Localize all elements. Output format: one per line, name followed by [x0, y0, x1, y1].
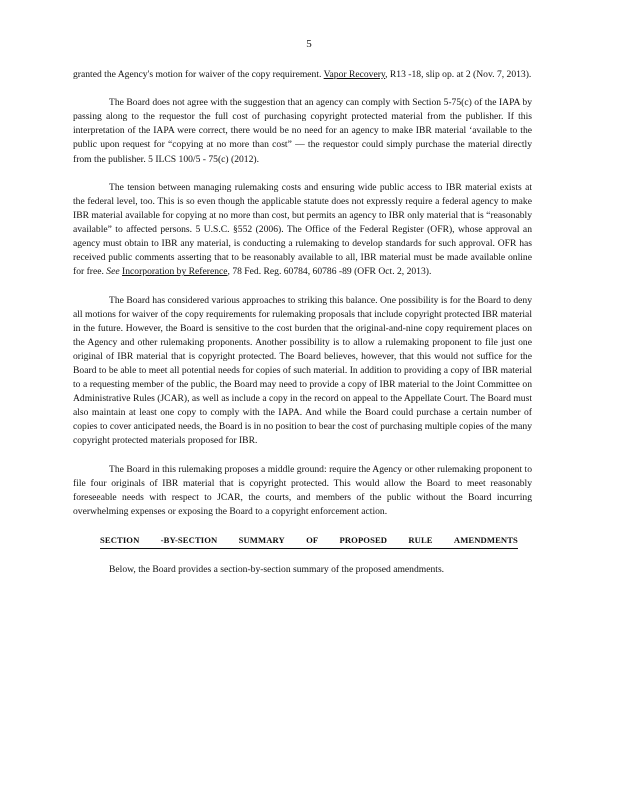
page-number: 5	[306, 38, 312, 50]
heading-word: PROPOSED	[339, 535, 388, 546]
paragraph	[73, 181, 532, 280]
heading-word: SECTION	[100, 535, 140, 546]
heading-word: -BY-SECTION	[160, 535, 218, 546]
paragraph-text: The tension between managing rulemaking costs and ensuring wide public access to IBR material exists at the federal level, too. This is so even though the applicable statute does not expressly require a federal agency to make IBR material available for copying at no more than cost, but permits an agency to IBR only material that is “reasonably available” to affected persons. 5 U.S.C. §552 (2006). The Office of the Federal Register (OFR), whose approval an agency must obtain to IBR any material, is conducting a rulemaking to develop standards for such approval. OFR has received public comments asserting that to be reasonably available to all, IBR material must be made available online for free.	[73, 181, 532, 278]
citation-signal: See	[106, 266, 120, 278]
paragraph-continuation	[73, 68, 532, 82]
paragraph-text: , R13 -18, slip op. at 2 (Nov. 7, 2013).	[385, 69, 532, 80]
paragraph-text: , 78 Fed. Reg. 60784, 60786 -89 (OFR Oct. 2, 2013).	[227, 266, 432, 278]
paragraph-text: granted the Agency's motion for waiver of the copy requirement.	[73, 69, 324, 80]
paragraph: The Board in this rulemaking proposes a middle ground: require the Agency or other rulemaking proponent to file four originals of IBR material that is copyright protected. This would allow the Board to meet reasonably foreseeable needs with respect to JCAR, the courts, and members of the public without the Board incurring overwhelming expenses or exposing the Board to a copyright enforcement action.	[73, 463, 532, 517]
heading-word: SUMMARY	[238, 535, 285, 546]
closing-paragraph: Below, the Board provides a section-by-section summary of the proposed amendments.	[109, 564, 445, 576]
body-text	[73, 68, 532, 591]
heading-word: RULE	[408, 535, 433, 546]
section-heading	[100, 533, 518, 549]
case-citation: Vapor Recovery	[323, 69, 386, 80]
paragraph: The Board does not agree with the suggestion that an agency can comply with Section 5-75(c) of the IAPA by passing along to the requestor the full cost of purchasing copyright protected material from the publisher. If this interpretation of the IAPA were correct, there would be no need for an agency to make IBR material ‘available to the public upon request for “copying at no more than cost” — the requestor could simply purchase the material directly from the publisher. 5 ILCS 100/5 - 75(c) (2012).	[73, 97, 532, 165]
case-citation: Incorporation by Reference	[122, 266, 228, 278]
heading-word: AMENDMENTS	[453, 535, 518, 546]
paragraph: The Board has considered various approaches to striking this balance. One possibility is for the Board to deny all motions for waiver of the copy requirements for rulemaking proposals that include copyright protected IBR material in the future. However, the Board is sensitive to the cost burden that the original-and-nine copy requirement places on the Agency and other rulemaking proponents. Another possibility is to allow a rulemaking proponent to file just one original of IBR material that is copyright protected. The Board believes, however, that this would not suffice for the Board to be able to meet all potential needs for copies of such material. In addition to providing a copy of IBR material to a requesting member of the public, the Board may need to provide a copy of IBR material to the Joint Committee on Administrative Rules (JCAR), as well as include a copy in the record on appeal to the Appellate Court. The Board must also maintain at least one copy to comply with the IAPA. And while the Board could purchase a certain number of copies to cover anticipated needs, the Board is in no position to bear the cost of purchasing multiple copies of the many copyright protected materials proposed for IBR.	[73, 294, 532, 447]
heading-word: OF	[306, 535, 319, 546]
